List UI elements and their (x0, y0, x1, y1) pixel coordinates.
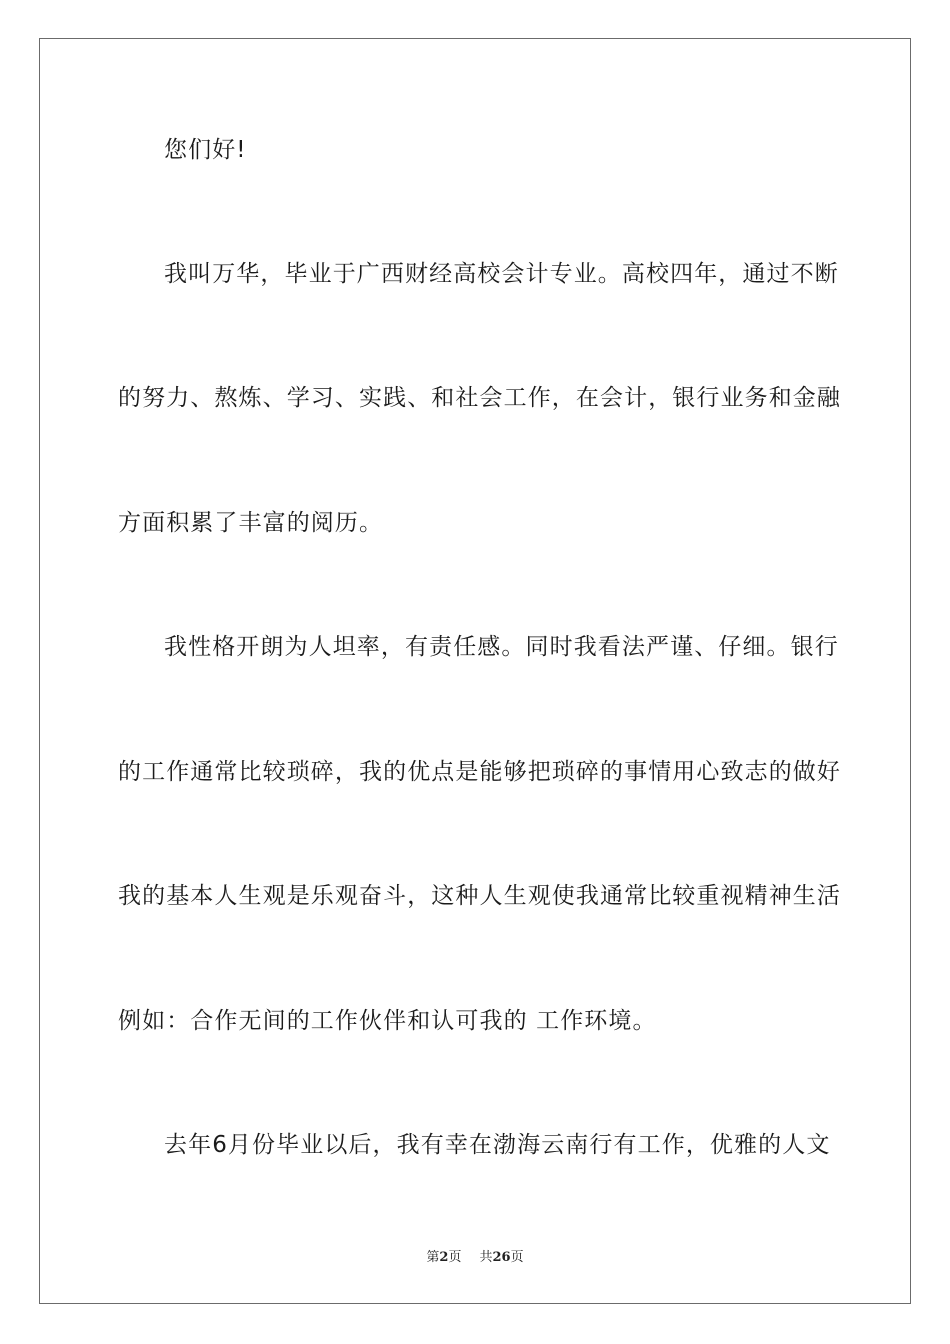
page-number: 2 (439, 1250, 449, 1265)
page-footer (0, 1246, 950, 1265)
greeting-line: 您们好! (164, 137, 247, 163)
page-suffix: 页 (448, 1250, 462, 1265)
paragraph-line: 方面积累了丰富的阅历。 (118, 510, 384, 536)
paragraph-line: 我的基本人生观是乐观奋斗，这种人生观使我通常比较重视精神生活 (118, 883, 841, 909)
total-pages: 26 (492, 1250, 511, 1265)
paragraph-line: 的努力、熬炼、学习、实践、和社会工作，在会计，银行业务和金融 (118, 385, 841, 411)
paragraph-line: 我叫万华，毕业于广西财经高校会计专业。高校四年，通过不断 (164, 261, 839, 287)
page-border (39, 38, 911, 1304)
total-suffix: 页 (510, 1250, 524, 1265)
total-prefix: 共 (479, 1250, 493, 1265)
paragraph-line: 去年6月份毕业以后，我有幸在渤海云南行有工作，优雅的人文 (164, 1132, 831, 1158)
paragraph-line: 例如：合作无间的工作伙伴和认可我的 工作环境。 (118, 1008, 657, 1034)
paragraph-line: 我性格开朗为人坦率，有责任感。同时我看法严谨、仔细。银行 (164, 634, 839, 660)
paragraph-line: 的工作通常比较琐碎，我的优点是能够把琐碎的事情用心致志的做好 (118, 759, 841, 785)
page-prefix: 第 (426, 1250, 440, 1265)
